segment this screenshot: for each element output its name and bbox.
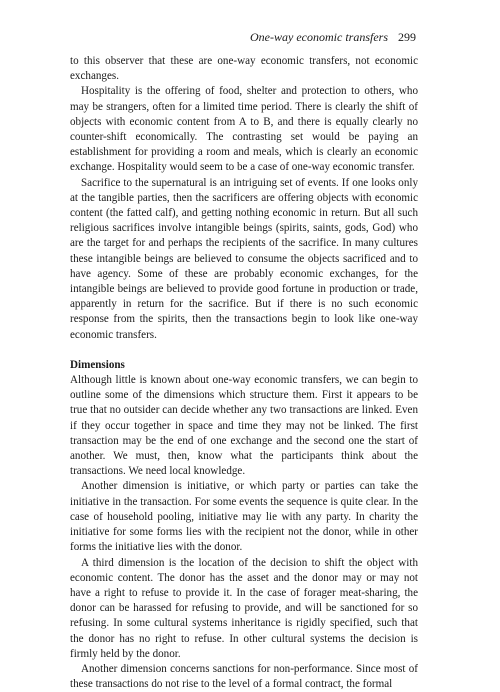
running-head — [70, 30, 418, 44]
paragraph-decision-location: A third dimension is the location of the decision to shift the object with economic content. The donor has the asset and the donor may or may not have a right to refuse to provide it. In the case of forager meat-sharing, the donor can be harassed for refusing to provide, and will be sanctioned for so refusing. In some cultural systems inheritance is rigidly specified, such that the donor has no right to refuse. In other cultural systems the decision is firmly held by the donor. — [70, 556, 418, 660]
book-page — [70, 30, 418, 692]
paragraph-sacrifice: Sacrifice to the supernatural is an intriguing set of events. If one looks only at the tangible parties, then the sacrificers are offering objects with economic content (the fatted calf), and getting nothing economic in return. But all such religious sacrifices involve intangible beings (spirits, saints, gods, God) who are the target for and perhaps the recipients of the sacrifice. In many cultures these intangible beings are believed to consume the objects sacrificed and to have agency. Some of these are probably economic exchanges, for the intangible beings are believed to provide good fortune in production or trade, apparently in return for the sacrifice. But if there is no such economic response from the spirits, then the transactions begin to look like one-way economic transfers. — [70, 176, 418, 341]
paragraph-dimensions-intro: Although little is known about one-way economic transfers, we can begin to outline some of the dimensions which structure them. First it appears to be true that no outsider can decide whether any two transactions are linked. Even if they occur together in space and time they may not be linked. The first transaction may be the end of one exchange and the second one the start of another. We must, then, know what the participants think about the transactions. We need local knowledge. — [70, 374, 418, 478]
paragraph-sanctions: Another dimension concerns sanctions for non-performance. Since most of these transactions do not rise to the level of a formal contract, the formal — [70, 662, 418, 691]
body-text — [70, 54, 418, 692]
paragraph-continued: to this observer that these are one-way economic transfers, not economic exchanges. — [70, 55, 418, 83]
paragraph-hospitality: Hospitality is the offering of food, shelter and protection to others, who may be strangers, often for a limited time period. There is clearly the shift of objects with economic content from A to B, and there is equally clearly no counter-shift economically. The contrasting set would be paying an establishment for providing a room and meals, which is clearly an economic exchange. Hospitality would seem to be a case of one-way economic transfer. — [70, 85, 418, 174]
paragraph-initiative: Another dimension is initiative, or which party or parties can take the initiative in the transaction. For some events the sequence is quite clear. In the case of household pooling, initiative may lie with any party. In charity the initiative for some forms lies with the recipient not the donor, while in other forms the initiative lies with the donor. — [70, 480, 418, 554]
page-number: 299 — [398, 30, 416, 44]
section-heading: Dimensions — [70, 358, 125, 371]
running-title: One-way economic transfers — [250, 30, 388, 44]
